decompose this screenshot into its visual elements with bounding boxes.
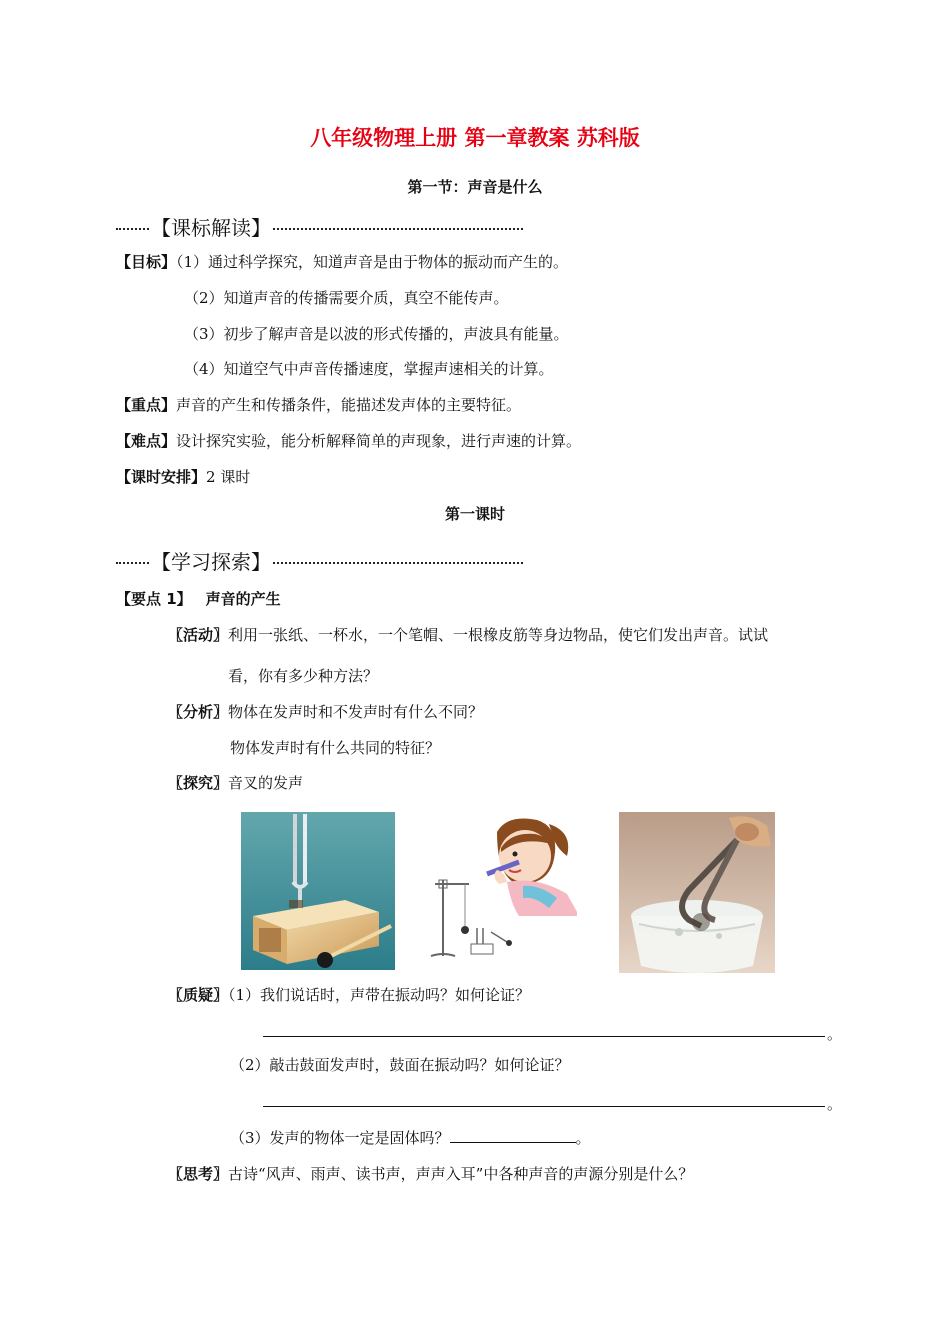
tuning-fork-water-image	[619, 812, 775, 973]
activity-text: 利用一张纸、一杯水，一个笔帽、一根橡皮筋等身边物品，使它们发出声音。试试	[228, 626, 769, 644]
banner-dots-left	[116, 562, 149, 564]
banner-course-standard	[116, 211, 523, 241]
question-3-text: （3）发声的物体一定是固体吗？	[230, 1129, 450, 1147]
goal-item: （2）知道声音的传播需要介质，真空不能传声。	[184, 289, 509, 307]
point-1-line	[116, 589, 281, 609]
banner-learning-explore	[116, 545, 523, 575]
explore-text: 音叉的发声	[228, 774, 304, 792]
schedule-text: 2 课时	[206, 468, 251, 486]
tuning-fork-box-icon	[241, 812, 395, 970]
schedule-line	[116, 467, 250, 487]
period-mark: 。	[575, 1129, 591, 1147]
period-mark: 。	[827, 1095, 843, 1113]
activity-line-1	[168, 625, 768, 645]
question-line-1	[168, 985, 530, 1005]
analysis-line-2: 物体发声时有什么共同的特征？	[230, 739, 441, 757]
page-title: 八年级物理上册 第一章教案 苏科版	[310, 126, 640, 150]
activity-label: 〖活动〗	[168, 626, 229, 644]
question-3-line	[230, 1128, 591, 1148]
answer-line-q2[interactable]	[263, 1106, 825, 1107]
section-title: 第一节：声音是什么	[407, 178, 543, 196]
question-2-text: （2）敲击鼓面发声时，鼓面在振动吗？如何论证？	[230, 1056, 570, 1074]
question-label: 〖质疑〗	[168, 986, 229, 1004]
point-1-text: 声音的产生	[205, 590, 281, 608]
analysis-text: 物体在发声时和不发声时有什么不同？	[228, 703, 484, 721]
answer-blank-q3[interactable]	[450, 1128, 576, 1143]
banner-dots-right	[273, 228, 523, 230]
tuning-fork-box-image	[241, 812, 395, 970]
analysis-label: 〖分析〗	[168, 703, 229, 721]
key-point-line	[116, 395, 521, 415]
think-label: 〖思考〗	[168, 1165, 229, 1183]
question-1-text: （1）我们说话时，声带在振动吗？如何论证？	[228, 986, 531, 1004]
goal-line-1	[116, 252, 568, 272]
difficulty-line	[116, 431, 581, 451]
key-point-label: 【重点】	[116, 396, 177, 414]
think-line	[168, 1164, 693, 1184]
tuning-fork-water-icon	[619, 812, 775, 973]
point-1-label: 【要点 1】	[116, 590, 192, 608]
analysis-line-1	[168, 702, 483, 722]
answer-line-q1[interactable]	[263, 1036, 825, 1037]
goal-item: （4）知道空气中声音传播速度，掌握声速相关的计算。	[184, 360, 554, 378]
think-text: 古诗“风声、雨声、读书声，声声入耳”中各种声音的声源分别是什么？	[228, 1165, 694, 1183]
schedule-label: 【课时安排】	[116, 468, 207, 486]
explore-label: 〖探究〗	[168, 774, 229, 792]
girl-tuning-fork-image	[427, 812, 577, 970]
difficulty-text: 设计探究实验，能分析解释简单的声现象，进行声速的计算。	[176, 432, 582, 450]
banner-label: 【学习探索】	[151, 549, 271, 574]
period-mark: 。	[827, 1025, 843, 1043]
goal-item: （1）通过科学探究，知道声音是由于物体的振动而产生的。	[176, 253, 569, 271]
difficulty-label: 【难点】	[116, 432, 177, 450]
banner-dots-left	[116, 228, 149, 230]
goal-item: （3）初步了解声音是以波的形式传播的，声波具有能量。	[184, 325, 569, 343]
goal-label: 【目标】	[116, 253, 177, 271]
girl-pendulum-icon	[427, 812, 577, 970]
banner-label: 【课标解读】	[151, 215, 271, 240]
explore-line	[168, 773, 303, 793]
lesson-title: 第一课时	[444, 505, 505, 523]
key-point-text: 声音的产生和传播条件，能描述发声体的主要特征。	[176, 396, 522, 414]
banner-dots-right	[273, 562, 523, 564]
activity-line-2: 看，你有多少种方法？	[228, 667, 379, 685]
